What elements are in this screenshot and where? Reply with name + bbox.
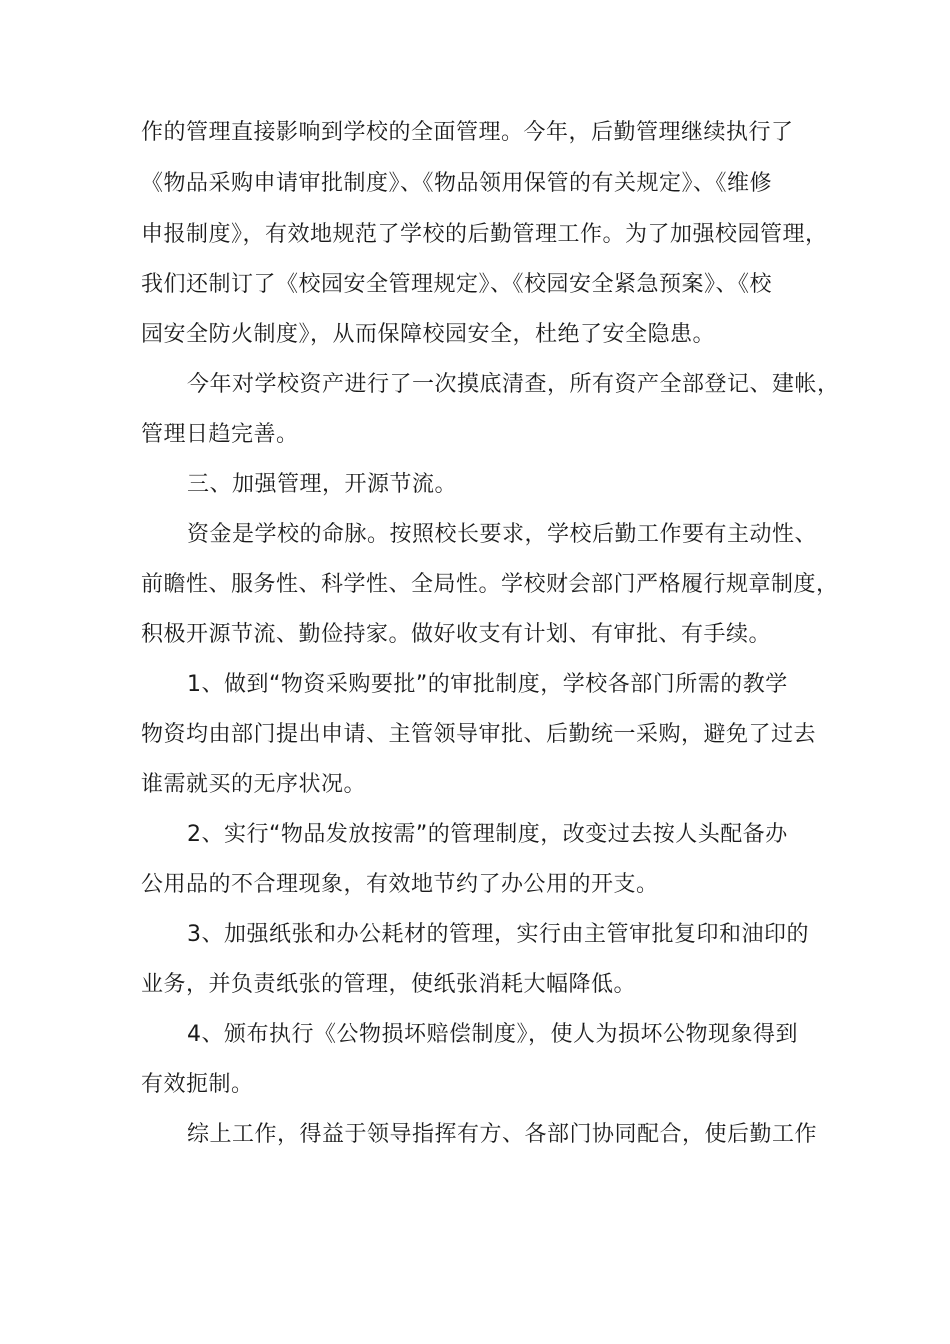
text-line: 谁需就买的无序状况。 (141, 772, 367, 797)
text-line: 《物品采购申请审批制度》、《物品领用保管的有关规定》、《维修 (141, 171, 773, 196)
text-line: 公用品的不合理现象，有效地节约了办公用的开支。 (141, 872, 659, 897)
text-line: 前瞻性、服务性、科学性、全局性。学校财会部门严格履行规章制度， (141, 572, 839, 597)
text-line: 4、颁布执行《公物损坏赔偿制度》，使人为损坏公物现象得到 (187, 1022, 798, 1047)
text-line: 1、做到“物资采购要批”的审批制度，学校各部门所需的教学 (187, 672, 788, 697)
text-line: 申报制度》，有效地规范了学校的后勤管理工作。为了加强校园管理， (141, 222, 828, 247)
text-line: 业务，并负责纸张的管理，使纸张消耗大幅降低。 (141, 972, 637, 997)
text-line: 作的管理直接影响到学校的全面管理。今年，后勤管理继续执行了 (141, 120, 794, 145)
text-line: 积极开源节流、勤俭持家。做好收支有计划、有审批、有手续。 (141, 622, 772, 647)
section-heading: 三、加强管理，开源节流。 (187, 472, 458, 497)
text-line: 2、实行“物品发放按需”的管理制度，改变过去按人头配备办 (187, 822, 788, 847)
text-line: 管理日趋完善。 (141, 422, 299, 447)
text-line: 今年对学校资产进行了一次摸底清查，所有资产全部登记、建帐， (187, 372, 840, 397)
text-line: 物资均由部门提出申请、主管领导审批、后勤统一采购，避免了过去 (141, 722, 817, 747)
text-line: 我们还制订了《校园安全管理规定》、《校园安全紧急预案》、《校 (141, 272, 773, 297)
text-line: 3、加强纸张和办公耗材的管理，实行由主管审批复印和油印的 (187, 922, 809, 947)
text-line: 园安全防火制度》，从而保障校园安全，杜绝了安全隐患。 (141, 322, 716, 347)
text-line: 综上工作，得益于领导指挥有方、各部门协同配合，使后勤工作 (187, 1122, 818, 1147)
text-line: 资金是学校的命脉。按照校长要求，学校后勤工作要有主动性、 (187, 522, 818, 547)
text-line: 有效扼制。 (141, 1072, 254, 1097)
